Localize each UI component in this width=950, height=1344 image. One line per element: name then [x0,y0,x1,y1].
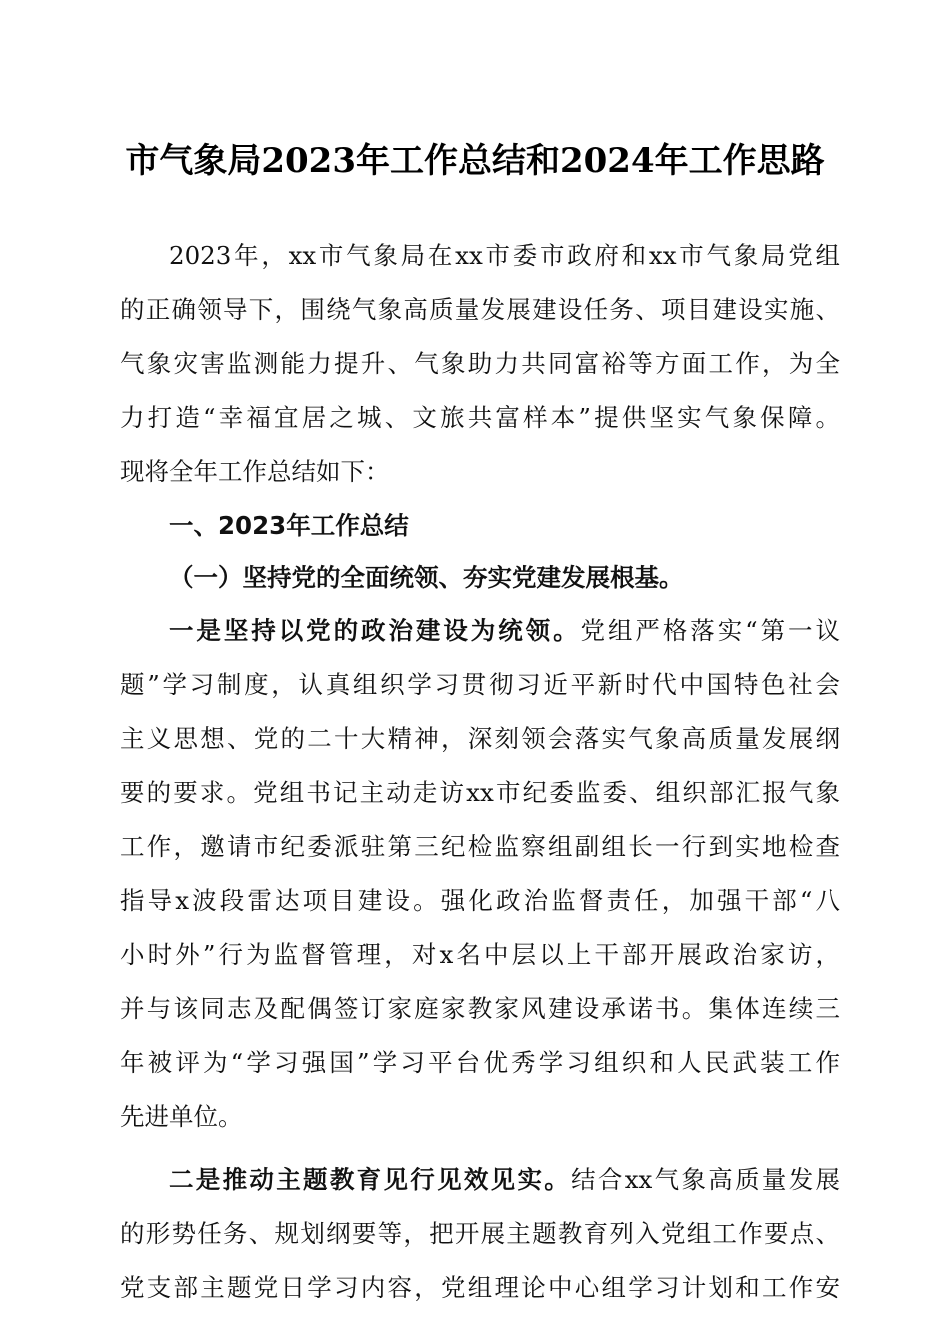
intro-line-5: 现将全年工作总结如下： [120,457,390,486]
para1-line-8: 并与该同志及配偶签订家庭家教家风建设承诺书。集体连续三 [120,994,840,1023]
section-heading: 一、2023年工作总结 [169,511,409,540]
intro-line-2: 的正确领导下，围绕气象高质量发展建设任务、项目建设实施、 [120,295,840,324]
para2-line-2: 的形势任务、规划纲要等，把开展主题教育列入党组工作要点、 [120,1219,840,1248]
para1-line-1 [169,611,840,651]
para2-lead: 二是推动主题教育见行见效见实。 [169,1165,572,1194]
para2-line-1 [169,1160,840,1200]
para1-line-5: 工作，邀请市纪委派驻第三纪检监察组副组长一行到实地检查 [120,832,840,861]
para1-lead: 一是坚持以党的政治建设为统领。 [169,616,581,645]
para1-line-4: 要的要求。党组书记主动走访xx市纪委监委、组织部汇报气象 [120,778,840,807]
para1-line-3: 主义思想、党的二十大精神，深刻领会落实气象高质量发展纲 [120,724,840,753]
para1-line-7: 小时外”行为监督管理，对x名中层以上干部开展政治家访， [120,940,840,969]
para1-line-6: 指导x波段雷达项目建设。强化政治监督责任，加强干部“八 [120,886,840,915]
para1-line-2: 题”学习制度，认真组织学习贯彻习近平新时代中国特色社会 [120,670,840,699]
intro-line-3: 气象灾害监测能力提升、气象助力共同富裕等方面工作，为全 [120,349,840,378]
para1-line-10: 先进单位。 [120,1102,243,1131]
intro-line-4: 力打造“幸福宜居之城、文旅共富样本”提供坚实气象保障。 [120,403,840,432]
para2-line-3: 党支部主题党日学习内容，党组理论中心组学习计划和工作安 [120,1273,840,1302]
para2-first-rest: 结合xx气象高质量发展 [571,1165,841,1194]
intro-line-1: 2023年，xx市气象局在xx市委市政府和xx市气象局党组 [169,241,840,270]
para1-first-rest: 党组严格落实“第一议 [580,616,840,645]
subsection-heading: （一）坚持党的全面统领、夯实党建发展根基。 [169,563,684,592]
document-title: 市气象局2023年工作总结和2024年工作思路 [125,141,825,181]
para1-line-9: 年被评为“学习强国”学习平台优秀学习组织和人民武装工作 [120,1048,840,1077]
